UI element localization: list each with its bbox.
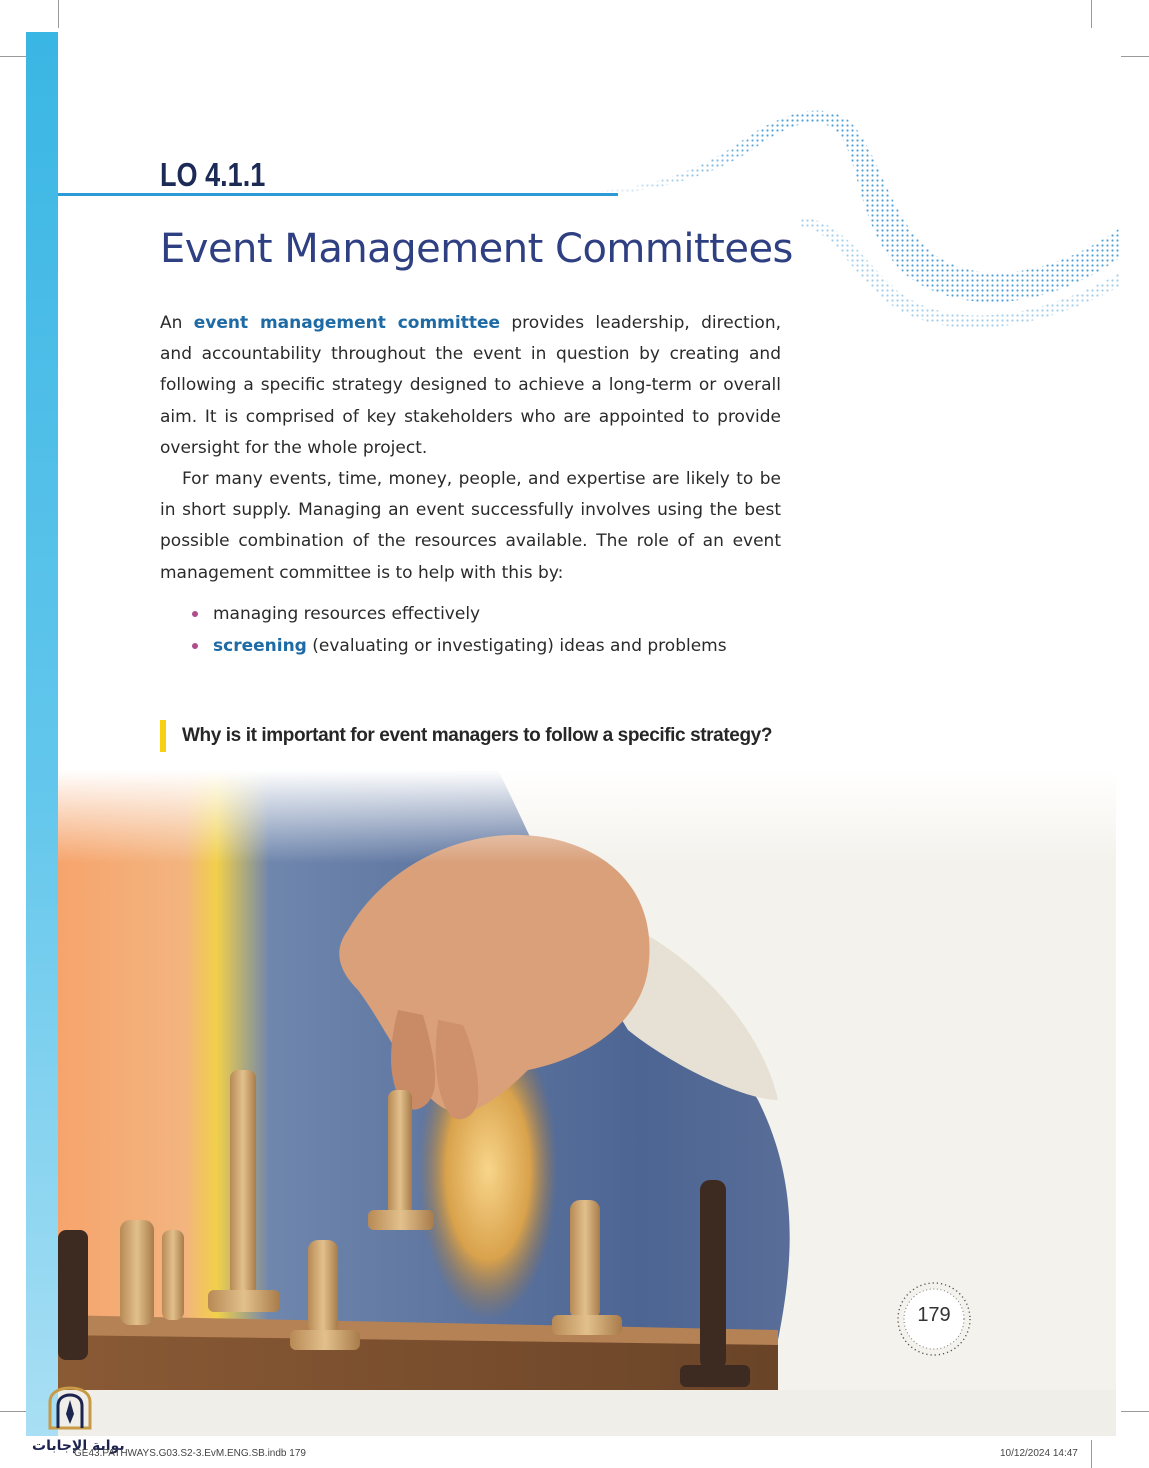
crop-mark xyxy=(0,56,28,57)
paragraph-1-rest: provides leadership, direction, and accountability throughout the event in question by creating and following a specific strategy designed to achieve a long-term or overall aim. It is comprised of key stakeholders who are appointed to provide oversight for the whole project. xyxy=(160,313,782,458)
footer-timestamp: 10/12/2024 14:47 xyxy=(1000,1448,1078,1459)
page-number: 179 xyxy=(917,1304,951,1326)
crop-mark xyxy=(1091,1440,1092,1468)
watermark-text: بوابة الإجابات xyxy=(32,1438,125,1454)
bullet-list xyxy=(192,598,792,662)
key-term-event-management-committee: event management committee xyxy=(193,313,501,333)
question-marker-bar xyxy=(160,720,166,752)
paragraph-2: For many events, time, money, people, and expertise are likely to be in short supply. Managing an event successfully involves using the best possible combination of the resources available. The role of an event management committee is to help with this by: xyxy=(160,469,781,583)
bullet-text: (evaluating or investigating) ideas and problems xyxy=(306,636,727,656)
key-term-screening: screening xyxy=(213,636,307,656)
paragraph-1-lead: An xyxy=(160,313,194,333)
dotted-wave-decoration xyxy=(580,108,1120,338)
learning-outcome-code: LO 4.1.1 xyxy=(160,156,266,193)
crop-mark xyxy=(0,1411,28,1412)
page-title: Event Management Committees xyxy=(160,226,793,272)
crop-mark xyxy=(1121,1411,1149,1412)
body-text xyxy=(160,308,781,589)
watermark-logo-icon xyxy=(46,1384,94,1432)
list-item xyxy=(192,630,792,662)
paragraph-1 xyxy=(160,308,781,464)
footer-file-info: GE43.PATHWAYS.G03.S2-3.EvM.ENG.SB.indb 179 xyxy=(74,1448,306,1459)
discussion-question: Why is it important for event managers to follow a specific strategy? xyxy=(182,725,773,746)
list-item xyxy=(192,598,792,630)
header-rule xyxy=(58,193,618,196)
bullet-text: managing resources effectively xyxy=(213,604,481,624)
crop-mark xyxy=(58,0,59,28)
crop-mark xyxy=(1091,0,1092,28)
crop-mark xyxy=(1121,56,1149,57)
left-accent-bar xyxy=(26,32,58,1436)
